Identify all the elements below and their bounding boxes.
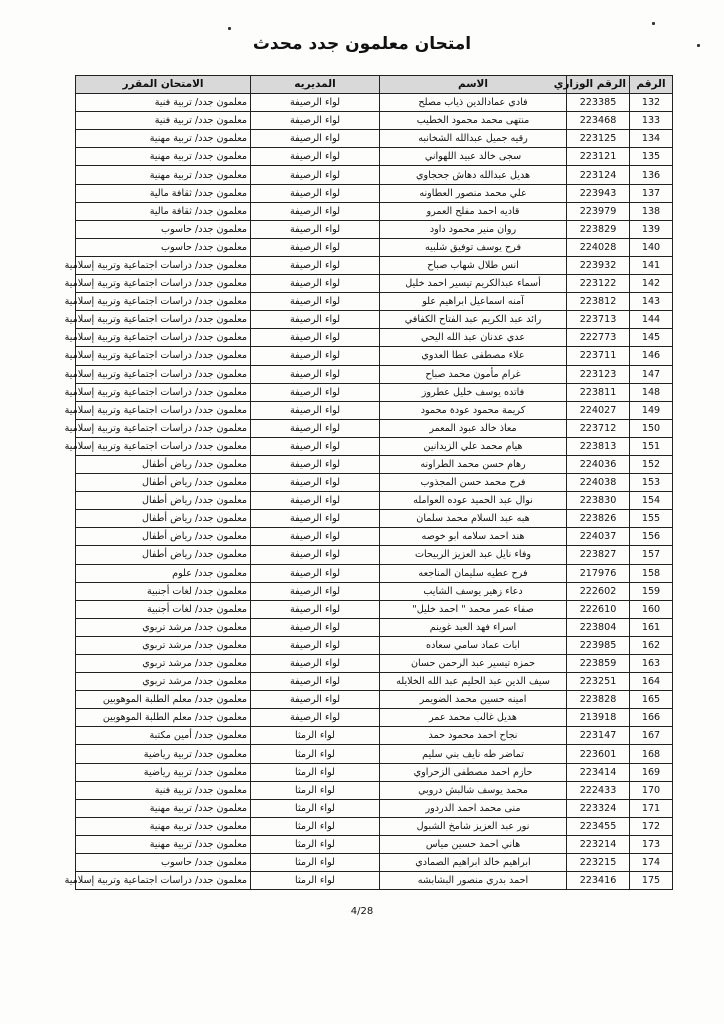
person-name-cell: فادي عمادالدين ذياب مصلح <box>380 94 567 112</box>
exam-name-cell: معلمون جدد/ تربية مهنية <box>76 130 251 148</box>
directorate-cell: لواء الرصيفة <box>251 636 380 654</box>
person-name-cell: تماضر طه نايف بني سليم <box>380 745 567 763</box>
table-row <box>76 799 673 817</box>
table-row <box>76 817 673 835</box>
ministry-number-cell: 224038 <box>567 474 630 492</box>
ministry-number-cell: 223124 <box>567 166 630 184</box>
ministry-number-cell: 223932 <box>567 256 630 274</box>
table-row <box>76 166 673 184</box>
table-row <box>76 528 673 546</box>
exam-name-cell: معلمون جدد/ رياض أطفال <box>76 455 251 473</box>
exam-name-cell: معلمون جدد/ دراسات اجتماعية وتربية إسلامية <box>76 365 251 383</box>
exam-name-cell: معلمون جدد/ رياض أطفال <box>76 510 251 528</box>
person-name-cell: هيام محمد علي الزيدانين <box>380 437 567 455</box>
exam-name-cell: معلمون جدد/ دراسات اجتماعية وتربية إسلامية <box>76 437 251 455</box>
table-row <box>76 709 673 727</box>
table-row <box>76 655 673 673</box>
table-row <box>76 745 673 763</box>
person-name-cell: فرح يوسف توفيق شلبيه <box>380 238 567 256</box>
ministry-number-cell: 223416 <box>567 872 630 890</box>
table-row <box>76 184 673 202</box>
row-number-cell: 168 <box>630 745 673 763</box>
exam-name-cell: معلمون جدد/ رياض أطفال <box>76 474 251 492</box>
person-name-cell: هبه عبد السلام محمد سلمان <box>380 510 567 528</box>
table-row <box>76 112 673 130</box>
header-exam: الامتحان المقرر <box>76 76 251 94</box>
ministry-number-cell: 222602 <box>567 582 630 600</box>
exam-name-cell: معلمون جدد/ دراسات اجتماعية وتربية إسلامية <box>76 275 251 293</box>
table-row <box>76 148 673 166</box>
table-row <box>76 835 673 853</box>
table-row <box>76 347 673 365</box>
row-number-cell: 145 <box>630 329 673 347</box>
ministry-number-cell: 223324 <box>567 799 630 817</box>
row-number-cell: 174 <box>630 854 673 872</box>
directorate-cell: لواء الرصيفة <box>251 329 380 347</box>
row-number-cell: 158 <box>630 564 673 582</box>
person-name-cell: فرح محمد حسن المجذوب <box>380 474 567 492</box>
ministry-number-cell: 223813 <box>567 437 630 455</box>
row-number-cell: 140 <box>630 238 673 256</box>
table-header-row <box>76 76 673 94</box>
person-name-cell: هاني احمد حسين مياس <box>380 835 567 853</box>
table-body <box>64 94 673 890</box>
ministry-number-cell: 223125 <box>567 130 630 148</box>
exam-name-cell: معلمون جدد/ دراسات اجتماعية وتربية إسلامية <box>76 329 251 347</box>
exam-name-cell: معلمون جدد/ دراسات اجتماعية وتربية إسلامية <box>76 293 251 311</box>
row-number-cell: 141 <box>630 256 673 274</box>
directorate-cell: لواء الرصيفة <box>251 691 380 709</box>
row-number-cell: 150 <box>630 419 673 437</box>
table-row <box>76 455 673 473</box>
directorate-cell: لواء الرصيفة <box>251 564 380 582</box>
exam-name-cell: معلمون جدد/ دراسات اجتماعية وتربية إسلامية <box>76 872 251 890</box>
table-row <box>76 510 673 528</box>
person-name-cell: منى محمد احمد الدردور <box>380 799 567 817</box>
person-name-cell: هند احمد سلامه ابو خوصه <box>380 528 567 546</box>
ministry-number-cell: 223826 <box>567 510 630 528</box>
table-row <box>76 419 673 437</box>
person-name-cell: اسراء فهد العبد غوينم <box>380 618 567 636</box>
person-name-cell: قاديه احمد مفلح العمرو <box>380 202 567 220</box>
ministry-number-cell: 223827 <box>567 546 630 564</box>
exam-name-cell: معلمون جدد/ رياض أطفال <box>76 528 251 546</box>
person-name-cell: فاتده يوسف خليل عطروز <box>380 383 567 401</box>
ministry-number-cell: 223712 <box>567 419 630 437</box>
directorate-cell: لواء الرصيفة <box>251 401 380 419</box>
exam-name-cell: معلمون جدد/ حاسوب <box>76 220 251 238</box>
row-number-cell: 169 <box>630 763 673 781</box>
scan-speck <box>228 27 231 30</box>
directorate-cell: لواء الرصيفة <box>251 347 380 365</box>
header-directorate: المديريه <box>251 76 380 94</box>
person-name-cell: فرح عطيه سليمان المناجعه <box>380 564 567 582</box>
table-row <box>76 564 673 582</box>
exam-name-cell: معلمون جدد/ دراسات اجتماعية وتربية إسلامية <box>76 401 251 419</box>
directorate-cell: لواء الرصيفة <box>251 655 380 673</box>
directorate-cell: لواء الرصيفة <box>251 600 380 618</box>
ministry-number-cell: 223147 <box>567 727 630 745</box>
table-row <box>76 763 673 781</box>
header-number: الرقم <box>630 76 673 94</box>
directorate-cell: لواء الرصيفة <box>251 419 380 437</box>
directorate-cell: لواء الرصيفة <box>251 365 380 383</box>
table-row <box>76 202 673 220</box>
person-name-cell: محمد يوسف شالبش دروبي <box>380 781 567 799</box>
header-name: الاسم <box>380 76 567 94</box>
ministry-number-cell: 223385 <box>567 94 630 112</box>
person-name-cell: حمزه تيسير عبد الرحمن حسان <box>380 655 567 673</box>
row-number-cell: 162 <box>630 636 673 654</box>
exam-name-cell: معلمون جدد/ دراسات اجتماعية وتربية إسلامية <box>76 311 251 329</box>
ministry-number-cell: 223804 <box>567 618 630 636</box>
exam-name-cell: معلمون جدد/ حاسوب <box>76 238 251 256</box>
row-number-cell: 171 <box>630 799 673 817</box>
person-name-cell: صفاء عمر محمد " احمد خليل" <box>380 600 567 618</box>
row-number-cell: 137 <box>630 184 673 202</box>
person-name-cell: سجى خالد عبيد اللهواني <box>380 148 567 166</box>
table-row <box>76 94 673 112</box>
directorate-cell: لواء الرمثا <box>251 799 380 817</box>
row-number-cell: 148 <box>630 383 673 401</box>
ministry-number-cell: 223828 <box>567 691 630 709</box>
row-number-cell: 173 <box>630 835 673 853</box>
directorate-cell: لواء الرصيفة <box>251 112 380 130</box>
row-number-cell: 138 <box>630 202 673 220</box>
person-name-cell: عدي عدنان عبد الله اليحي <box>380 329 567 347</box>
row-number-cell: 149 <box>630 401 673 419</box>
row-number-cell: 143 <box>630 293 673 311</box>
ministry-number-cell: 223713 <box>567 311 630 329</box>
person-name-cell: علي محمد منصور العطاونه <box>380 184 567 202</box>
person-name-cell: دعاء زهير يوسف الشايب <box>380 582 567 600</box>
table-row <box>76 582 673 600</box>
ministry-number-cell: 222773 <box>567 329 630 347</box>
person-name-cell: نور عبد العزيز شامخ الشبول <box>380 817 567 835</box>
exam-name-cell: معلمون جدد/ لغات أجنبية <box>76 600 251 618</box>
exam-name-cell: معلمون جدد/ تربية مهنية <box>76 835 251 853</box>
ministry-number-cell: 223215 <box>567 854 630 872</box>
row-number-cell: 155 <box>630 510 673 528</box>
person-name-cell: هديل عبدالله دهاش جحجاوي <box>380 166 567 184</box>
ministry-number-cell: 217976 <box>567 564 630 582</box>
person-name-cell: آمنه اسماعيل ابراهيم علو <box>380 293 567 311</box>
ministry-number-cell: 223985 <box>567 636 630 654</box>
row-number-cell: 154 <box>630 492 673 510</box>
exam-name-cell: معلمون جدد/ تربية فنية <box>76 112 251 130</box>
table-row <box>76 600 673 618</box>
row-number-cell: 160 <box>630 600 673 618</box>
row-number-cell: 134 <box>630 130 673 148</box>
person-name-cell: غرام مأمون محمد صباح <box>380 365 567 383</box>
person-name-cell: رقيه جميل عبدالله الشخانبه <box>380 130 567 148</box>
ministry-number-cell: 224037 <box>567 528 630 546</box>
table-row <box>76 293 673 311</box>
directorate-cell: لواء الرمثا <box>251 872 380 890</box>
person-name-cell: روان منير محمود داود <box>380 220 567 238</box>
table-row <box>76 673 673 691</box>
exam-name-cell: معلمون جدد/ تربية مهنية <box>76 817 251 835</box>
exam-name-cell: معلمون جدد/ ثقافة مالية <box>76 184 251 202</box>
table-row <box>76 618 673 636</box>
directorate-cell: لواء الرصيفة <box>251 202 380 220</box>
row-number-cell: 133 <box>630 112 673 130</box>
directorate-cell: لواء الرصيفة <box>251 474 380 492</box>
table-row <box>76 365 673 383</box>
directorate-cell: لواء الرمثا <box>251 781 380 799</box>
directorate-cell: لواء الرصيفة <box>251 383 380 401</box>
exam-name-cell: معلمون جدد/ تربية مهنية <box>76 799 251 817</box>
row-number-cell: 152 <box>630 455 673 473</box>
person-name-cell: انس طلال شهاب صباح <box>380 256 567 274</box>
table-row <box>76 636 673 654</box>
header-ministry-number: الرقم الوزاري <box>567 76 630 94</box>
exam-name-cell: معلمون جدد/ رياض أطفال <box>76 492 251 510</box>
directorate-cell: لواء الرصيفة <box>251 582 380 600</box>
directorate-cell: لواء الرصيفة <box>251 709 380 727</box>
table-row <box>76 256 673 274</box>
directorate-cell: لواء الرصيفة <box>251 528 380 546</box>
directorate-cell: لواء الرمثا <box>251 854 380 872</box>
ministry-number-cell: 213918 <box>567 709 630 727</box>
person-name-cell: علاء مصطفى عطا العدوي <box>380 347 567 365</box>
person-name-cell: ابات عماد سامي سعاده <box>380 636 567 654</box>
directorate-cell: لواء الرصيفة <box>251 275 380 293</box>
exam-name-cell: معلمون جدد/ رياض أطفال <box>76 546 251 564</box>
row-number-cell: 175 <box>630 872 673 890</box>
row-number-cell: 170 <box>630 781 673 799</box>
exam-name-cell: معلمون جدد/ مرشد تربوي <box>76 655 251 673</box>
ministry-number-cell: 223829 <box>567 220 630 238</box>
table-row <box>76 437 673 455</box>
table-row <box>76 691 673 709</box>
directorate-cell: لواء الرصيفة <box>251 130 380 148</box>
ministry-number-cell: 223468 <box>567 112 630 130</box>
ministry-number-cell: 223601 <box>567 745 630 763</box>
row-number-cell: 142 <box>630 275 673 293</box>
exam-name-cell: معلمون جدد/ تربية فنية <box>76 94 251 112</box>
exam-name-cell: معلمون جدد/ مرشد تربوي <box>76 618 251 636</box>
row-number-cell: 147 <box>630 365 673 383</box>
directorate-cell: لواء الرصيفة <box>251 238 380 256</box>
exam-name-cell: معلمون جدد/ تربية رياضية <box>76 763 251 781</box>
page-title: امتحان معلمون جدد محدث <box>252 34 472 54</box>
person-name-cell: منتهى محمد محمود الخطيب <box>380 112 567 130</box>
person-name-cell: نجاح احمد محمود حمد <box>380 727 567 745</box>
ministry-number-cell: 224028 <box>567 238 630 256</box>
table-row <box>76 329 673 347</box>
row-number-cell: 144 <box>630 311 673 329</box>
row-number-cell: 156 <box>630 528 673 546</box>
exam-name-cell: معلمون جدد/ دراسات اجتماعية وتربية إسلامية <box>76 347 251 365</box>
exam-name-cell: معلمون جدد/ معلم الطلبة الموهوبين <box>76 691 251 709</box>
row-number-cell: 136 <box>630 166 673 184</box>
ministry-number-cell: 223251 <box>567 673 630 691</box>
directorate-cell: لواء الرمثا <box>251 817 380 835</box>
exam-name-cell: معلمون جدد/ أمين مكتبة <box>76 727 251 745</box>
directorate-cell: لواء الرصيفة <box>251 166 380 184</box>
person-name-cell: حازم احمد مصطفى الزحراوي <box>380 763 567 781</box>
ministry-number-cell: 223122 <box>567 275 630 293</box>
ministry-number-cell: 223943 <box>567 184 630 202</box>
directorate-cell: لواء الرصيفة <box>251 293 380 311</box>
directorate-cell: لواء الرصيفة <box>251 220 380 238</box>
row-number-cell: 153 <box>630 474 673 492</box>
directorate-cell: لواء الرصيفة <box>251 148 380 166</box>
directorate-cell: لواء الرصيفة <box>251 94 380 112</box>
row-number-cell: 151 <box>630 437 673 455</box>
person-name-cell: كريمة محمود عودة محمود <box>380 401 567 419</box>
person-name-cell: أسماء عبدالكريم تيسير احمد خليل <box>380 275 567 293</box>
row-number-cell: 164 <box>630 673 673 691</box>
ministry-number-cell: 223123 <box>567 365 630 383</box>
row-number-cell: 159 <box>630 582 673 600</box>
exam-name-cell: معلمون جدد/ تربية مهنية <box>76 166 251 184</box>
table-row <box>76 238 673 256</box>
exam-name-cell: معلمون جدد/ مرشد تربوي <box>76 673 251 691</box>
directorate-cell: لواء الرصيفة <box>251 492 380 510</box>
directorate-cell: لواء الرمثا <box>251 763 380 781</box>
exam-name-cell: معلمون جدد/ تربية مهنية <box>76 148 251 166</box>
table-row <box>76 383 673 401</box>
ministry-number-cell: 223859 <box>567 655 630 673</box>
row-number-cell: 167 <box>630 727 673 745</box>
directorate-cell: لواء الرصيفة <box>251 618 380 636</box>
exam-name-cell: معلمون جدد/ ثقافة مالية <box>76 202 251 220</box>
person-name-cell: هديل غالب محمد عمر <box>380 709 567 727</box>
row-number-cell: 139 <box>630 220 673 238</box>
person-name-cell: رهام حسن محمد الطراونه <box>380 455 567 473</box>
page-number: 4/28 <box>350 906 374 917</box>
ministry-number-cell: 223830 <box>567 492 630 510</box>
ministry-number-cell: 222433 <box>567 781 630 799</box>
ministry-number-cell: 223414 <box>567 763 630 781</box>
table-row <box>76 546 673 564</box>
table-row <box>76 130 673 148</box>
row-number-cell: 163 <box>630 655 673 673</box>
directorate-cell: لواء الرصيفة <box>251 546 380 564</box>
ministry-number-cell: 223811 <box>567 383 630 401</box>
person-name-cell: معاذ خالد عبود المعمر <box>380 419 567 437</box>
table-row <box>76 781 673 799</box>
table-row <box>76 872 673 890</box>
exam-name-cell: معلمون جدد/ مرشد تربوي <box>76 636 251 654</box>
row-number-cell: 165 <box>630 691 673 709</box>
exam-table <box>64 75 673 890</box>
directorate-cell: لواء الرصيفة <box>251 437 380 455</box>
ministry-number-cell: 224027 <box>567 401 630 419</box>
scan-speck <box>652 22 655 25</box>
row-number-cell: 135 <box>630 148 673 166</box>
person-name-cell: نوال عبد الحميد عوده العوامله <box>380 492 567 510</box>
row-number-cell: 146 <box>630 347 673 365</box>
table-row <box>76 220 673 238</box>
directorate-cell: لواء الرصيفة <box>251 510 380 528</box>
person-name-cell: ابراهيم خالد ابراهيم الصمادي <box>380 854 567 872</box>
exam-name-cell: معلمون جدد/ دراسات اجتماعية وتربية إسلامية <box>76 419 251 437</box>
exam-name-cell: معلمون جدد/ معلم الطلبة الموهوبين <box>76 709 251 727</box>
exam-name-cell: معلمون جدد/ دراسات اجتماعية وتربية إسلامية <box>76 256 251 274</box>
person-name-cell: وفاء نايل عبد العزيز الربيحات <box>380 546 567 564</box>
exam-name-cell: معلمون جدد/ تربية رياضية <box>76 745 251 763</box>
ministry-number-cell: 223121 <box>567 148 630 166</box>
row-number-cell: 157 <box>630 546 673 564</box>
table-row <box>76 311 673 329</box>
row-number-cell: 166 <box>630 709 673 727</box>
exam-name-cell: معلمون جدد/ تربية فنية <box>76 781 251 799</box>
directorate-cell: لواء الرصيفة <box>251 184 380 202</box>
exam-name-cell: معلمون جدد/ لغات أجنبية <box>76 582 251 600</box>
directorate-cell: لواء الرمثا <box>251 745 380 763</box>
exam-name-cell: معلمون جدد/ دراسات اجتماعية وتربية إسلامية <box>76 383 251 401</box>
exam-name-cell: معلمون جدد/ حاسوب <box>76 854 251 872</box>
table-row <box>76 474 673 492</box>
row-number-cell: 172 <box>630 817 673 835</box>
person-name-cell: رائد عبد الكريم عبد الفتاح الكفافي <box>380 311 567 329</box>
ministry-number-cell: 223711 <box>567 347 630 365</box>
directorate-cell: لواء الرصيفة <box>251 673 380 691</box>
table-row <box>76 854 673 872</box>
directorate-cell: لواء الرصيفة <box>251 311 380 329</box>
row-number-cell: 132 <box>630 94 673 112</box>
directorate-cell: لواء الرمثا <box>251 835 380 853</box>
person-name-cell: سيف الدين عبد الحليم عبد الله الخلايله <box>380 673 567 691</box>
person-name-cell: احمد بدري منصور البشابشه <box>380 872 567 890</box>
ministry-number-cell: 223455 <box>567 817 630 835</box>
ministry-number-cell: 224036 <box>567 455 630 473</box>
row-number-cell: 161 <box>630 618 673 636</box>
person-name-cell: امينه حسين محمد الضويمر <box>380 691 567 709</box>
table-row <box>76 492 673 510</box>
ministry-number-cell: 223214 <box>567 835 630 853</box>
directorate-cell: لواء الرصيفة <box>251 455 380 473</box>
exam-name-cell: معلمون جدد/ علوم <box>76 564 251 582</box>
table-row <box>76 727 673 745</box>
ministry-number-cell: 223812 <box>567 293 630 311</box>
ministry-number-cell: 223979 <box>567 202 630 220</box>
ministry-number-cell: 222610 <box>567 600 630 618</box>
table-row <box>76 401 673 419</box>
table-row <box>76 275 673 293</box>
directorate-cell: لواء الرمثا <box>251 727 380 745</box>
directorate-cell: لواء الرصيفة <box>251 256 380 274</box>
